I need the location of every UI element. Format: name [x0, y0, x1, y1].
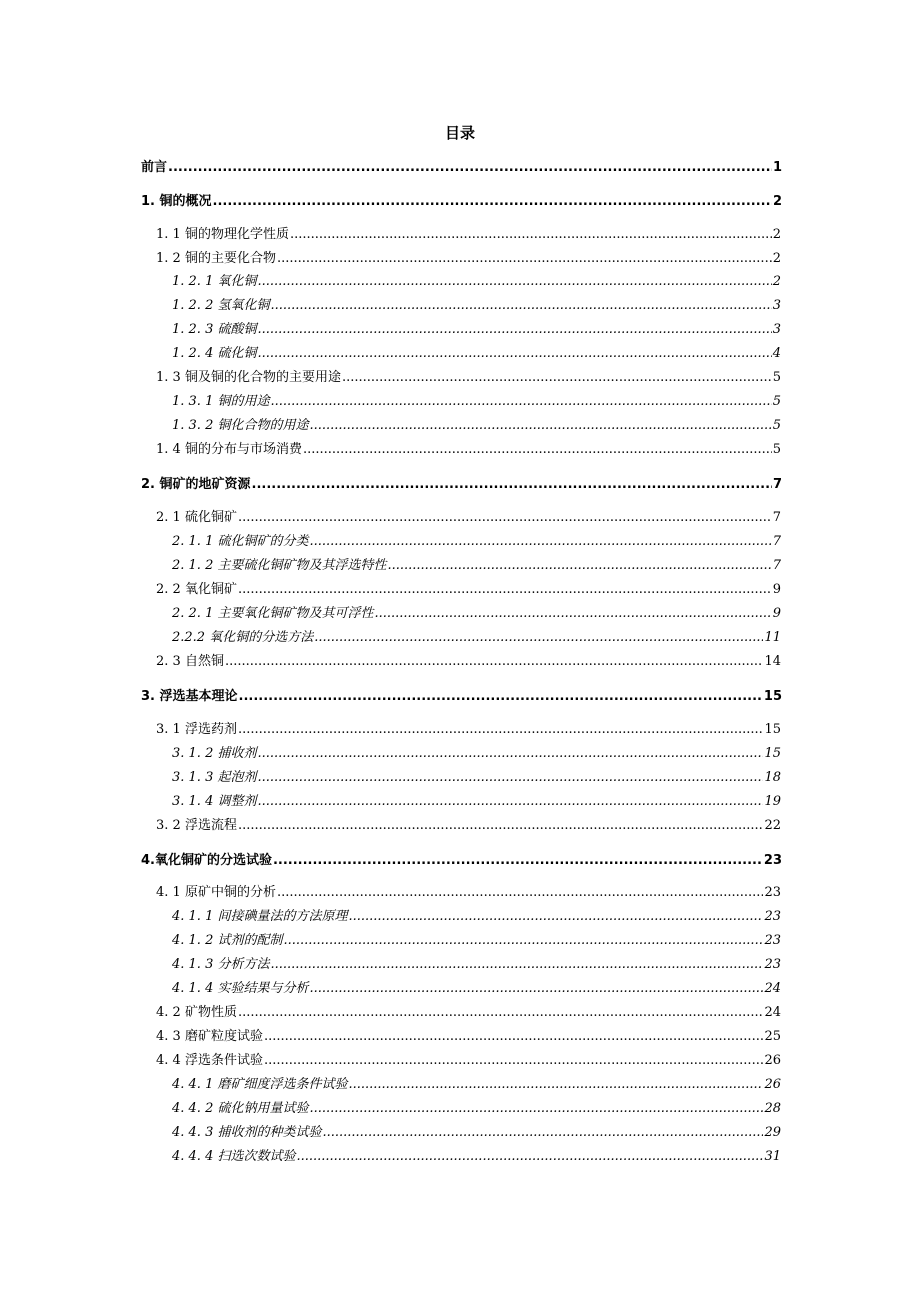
toc-entry[interactable] — [141, 159, 782, 177]
toc-page-number: 3 — [772, 298, 781, 313]
toc-entry-label: 2. 1 硫化铜矿 — [156, 510, 237, 525]
toc-leader-dots — [270, 297, 771, 315]
toc-entry[interactable] — [156, 1028, 781, 1046]
toc-entry-label: 4. 4. 1 磨矿细度浮选条件试验 — [172, 1077, 348, 1092]
page-title: 目录 — [444, 124, 475, 142]
toc-page-number: 29 — [764, 1125, 781, 1140]
toc-leader-dots — [252, 476, 772, 494]
toc-page-number: 1 — [772, 160, 782, 175]
toc-entry-label: 2. 铜矿的地矿资源 — [141, 477, 251, 492]
toc-leader-dots — [270, 956, 763, 974]
toc-leader-dots — [273, 852, 763, 870]
toc-leader-dots — [168, 159, 772, 177]
toc-entry-label: 4. 1. 1 间接碘量法的方法原理 — [172, 909, 348, 924]
toc-page-number: 15 — [763, 689, 782, 704]
toc-entry[interactable] — [156, 1004, 781, 1022]
toc-page-number: 24 — [764, 981, 781, 996]
toc-entry[interactable] — [156, 509, 781, 527]
toc-page-number: 2 — [772, 227, 781, 242]
toc-leader-dots — [257, 345, 771, 363]
toc-entry[interactable] — [172, 932, 781, 950]
toc-entry-label: 2.2.2 氧化铜的分选方法 — [172, 630, 314, 645]
toc-page-number: 25 — [764, 1029, 781, 1044]
toc-leader-dots — [264, 1028, 764, 1046]
toc-leader-dots — [309, 533, 771, 551]
toc-entry[interactable] — [172, 769, 781, 787]
toc-entry[interactable] — [172, 629, 781, 647]
toc-page-number: 5 — [772, 370, 781, 385]
toc-leader-dots — [238, 581, 772, 599]
toc-leader-dots — [348, 908, 763, 926]
toc-leader-dots — [257, 273, 771, 291]
toc-entry-label: 2. 1. 2 主要硫化铜矿物及其浮选特性 — [172, 558, 387, 573]
toc-entry-label: 3. 浮选基本理论 — [141, 689, 238, 704]
toc-page-number: 23 — [764, 909, 781, 924]
toc-entry[interactable] — [172, 1076, 781, 1094]
toc-entry-label: 4.氧化铜矿的分选试验 — [141, 853, 272, 868]
toc-page-number: 4 — [772, 346, 781, 361]
toc-entry[interactable] — [156, 653, 781, 671]
toc-leader-dots — [277, 884, 764, 902]
toc-leader-dots — [309, 417, 771, 435]
toc-page-number: 7 — [772, 558, 781, 573]
toc-page-number: 2 — [772, 251, 781, 266]
toc-page-number: 26 — [764, 1077, 781, 1092]
toc-leader-dots — [309, 980, 763, 998]
toc-entry[interactable] — [172, 956, 781, 974]
toc-entry-label: 3. 1 浮选药剂 — [156, 722, 237, 737]
toc-page-number: 2 — [772, 194, 782, 209]
toc-entry[interactable] — [141, 852, 782, 870]
toc-page-number: 14 — [764, 654, 781, 669]
toc-entry-label: 3. 1. 4 调整剂 — [172, 794, 257, 809]
toc-leader-dots — [257, 769, 763, 787]
toc-page-number: 5 — [772, 418, 781, 433]
toc-page-number: 23 — [764, 957, 781, 972]
toc-page-number: 2 — [772, 274, 781, 289]
toc-page-number: 5 — [772, 442, 781, 457]
toc-entry-label: 3. 1. 3 起泡剂 — [172, 770, 257, 785]
toc-page-number: 26 — [764, 1053, 781, 1068]
toc-entry[interactable] — [172, 980, 781, 998]
toc-entry-label: 4. 1. 3 分析方法 — [172, 957, 270, 972]
toc-entry-label: 1. 3. 2 铜化合物的用途 — [172, 418, 309, 433]
toc-entry-label: 4. 4 浮选条件试验 — [156, 1053, 263, 1068]
toc-page-number: 7 — [772, 477, 782, 492]
toc-leader-dots — [238, 721, 764, 739]
toc-page-number: 28 — [764, 1101, 781, 1116]
toc-entry[interactable] — [172, 745, 781, 763]
toc-entry-label: 4. 1. 2 试剂的配制 — [172, 933, 283, 948]
toc-entry-label: 3. 2 浮选流程 — [156, 818, 237, 833]
toc-entry-label: 1. 2. 1 氧化铜 — [172, 274, 257, 289]
toc-entry[interactable] — [172, 533, 781, 551]
toc-entry[interactable] — [172, 417, 781, 435]
toc-entry[interactable] — [172, 321, 781, 339]
toc-entry[interactable] — [172, 1100, 781, 1118]
toc-leader-dots — [257, 745, 763, 763]
toc-entry-label: 4. 1. 4 实验结果与分析 — [172, 981, 309, 996]
toc-entry-label: 1. 3. 1 铜的用途 — [172, 394, 270, 409]
toc-leader-dots — [296, 1148, 763, 1166]
toc-page-number: 3 — [772, 322, 781, 337]
toc-entry[interactable] — [156, 817, 781, 835]
toc-leader-dots — [303, 441, 772, 459]
toc-page-number: 23 — [763, 853, 782, 868]
toc-leader-dots — [264, 1052, 764, 1070]
toc-entry-label: 前言 — [141, 160, 168, 175]
toc-entry[interactable] — [172, 605, 781, 623]
toc-entry-label: 2. 2 氧化铜矿 — [156, 582, 237, 597]
toc-page-number: 9 — [772, 582, 781, 597]
toc-leader-dots — [238, 1004, 764, 1022]
toc-leader-dots — [342, 369, 772, 387]
toc-leader-dots — [322, 1124, 763, 1142]
toc-entry[interactable] — [172, 908, 781, 926]
toc-entry-label: 4. 4. 3 捕收剂的种类试验 — [172, 1125, 322, 1140]
toc-entry[interactable] — [172, 793, 781, 811]
toc-leader-dots — [348, 1076, 763, 1094]
toc-page-number: 9 — [772, 606, 781, 621]
toc-entry-label: 1. 2. 4 硫化铜 — [172, 346, 257, 361]
toc-page-number: 23 — [764, 933, 781, 948]
toc-leader-dots — [290, 226, 772, 244]
toc-entry[interactable] — [141, 193, 782, 211]
toc-entry[interactable] — [156, 581, 781, 599]
toc-leader-dots — [213, 193, 772, 211]
toc-entry[interactable] — [156, 884, 781, 902]
toc-entry-label: 4. 2 矿物性质 — [156, 1005, 237, 1020]
toc-page-number: 22 — [764, 818, 781, 833]
toc-leader-dots — [309, 1100, 763, 1118]
toc-leader-dots — [238, 509, 772, 527]
toc-leader-dots — [257, 321, 771, 339]
toc-entry-label: 2. 3 自然铜 — [156, 654, 224, 669]
toc-leader-dots — [283, 932, 763, 950]
toc-page-number: 24 — [764, 1005, 781, 1020]
toc-entry-label: 4. 4. 2 硫化钠用量试验 — [172, 1101, 309, 1116]
toc-leader-dots — [314, 629, 763, 647]
toc-entry-label: 1. 3 铜及铜的化合物的主要用途 — [156, 370, 341, 385]
toc-leader-dots — [277, 250, 772, 268]
toc-entry-label: 4. 1 原矿中铜的分析 — [156, 885, 276, 900]
toc-leader-dots — [225, 653, 764, 671]
toc-entry-label: 4. 3 磨矿粒度试验 — [156, 1029, 263, 1044]
toc-entry[interactable] — [172, 1124, 781, 1142]
toc-entry-label: 1. 2. 3 硫酸铜 — [172, 322, 257, 337]
toc-entry[interactable] — [156, 441, 781, 459]
toc-entry[interactable] — [172, 393, 781, 411]
toc-entry-label: 1. 2. 2 氢氧化铜 — [172, 298, 270, 313]
toc-page-number: 19 — [764, 794, 781, 809]
toc-leader-dots — [238, 817, 764, 835]
toc-page-number: 23 — [764, 885, 781, 900]
toc-entry[interactable] — [172, 273, 781, 291]
toc-entry[interactable] — [156, 226, 781, 244]
toc-leader-dots — [374, 605, 771, 623]
toc-entry-label: 1. 1 铜的物理化学性质 — [156, 227, 289, 242]
toc-page-number: 31 — [764, 1149, 781, 1164]
toc-page-number: 15 — [764, 722, 781, 737]
toc-page-number: 15 — [764, 746, 781, 761]
toc-leader-dots — [257, 793, 763, 811]
toc-entry-label: 2. 2. 1 主要氧化铜矿物及其可浮性 — [172, 606, 374, 621]
toc-entry[interactable] — [172, 557, 781, 575]
toc-entry-label: 1. 2 铜的主要化合物 — [156, 251, 276, 266]
toc-leader-dots — [387, 557, 771, 575]
toc-page-number: 11 — [764, 630, 781, 645]
toc-entry-label: 1. 4 铜的分布与市场消费 — [156, 442, 302, 457]
toc-entry-label: 2. 1. 1 硫化铜矿的分类 — [172, 534, 309, 549]
toc-entry[interactable] — [141, 688, 782, 706]
toc-entry[interactable] — [172, 1148, 781, 1166]
toc-entry[interactable] — [172, 297, 781, 315]
toc-entry[interactable] — [156, 369, 781, 387]
toc-entry[interactable] — [156, 1052, 781, 1070]
toc-page-number: 5 — [772, 394, 781, 409]
toc-page-number: 7 — [772, 510, 781, 525]
toc-page-number: 18 — [764, 770, 781, 785]
toc-entry-label: 3. 1. 2 捕收剂 — [172, 746, 257, 761]
toc-entry[interactable] — [141, 476, 782, 494]
toc-entry[interactable] — [156, 250, 781, 268]
toc-entry[interactable] — [172, 345, 781, 363]
toc-leader-dots — [270, 393, 771, 411]
toc-entry-label: 4. 4. 4 扫选次数试验 — [172, 1149, 296, 1164]
toc-leader-dots — [239, 688, 763, 706]
toc-entry-label: 1. 铜的概况 — [141, 194, 212, 209]
toc-entry[interactable] — [156, 721, 781, 739]
toc-page-number: 7 — [772, 534, 781, 549]
